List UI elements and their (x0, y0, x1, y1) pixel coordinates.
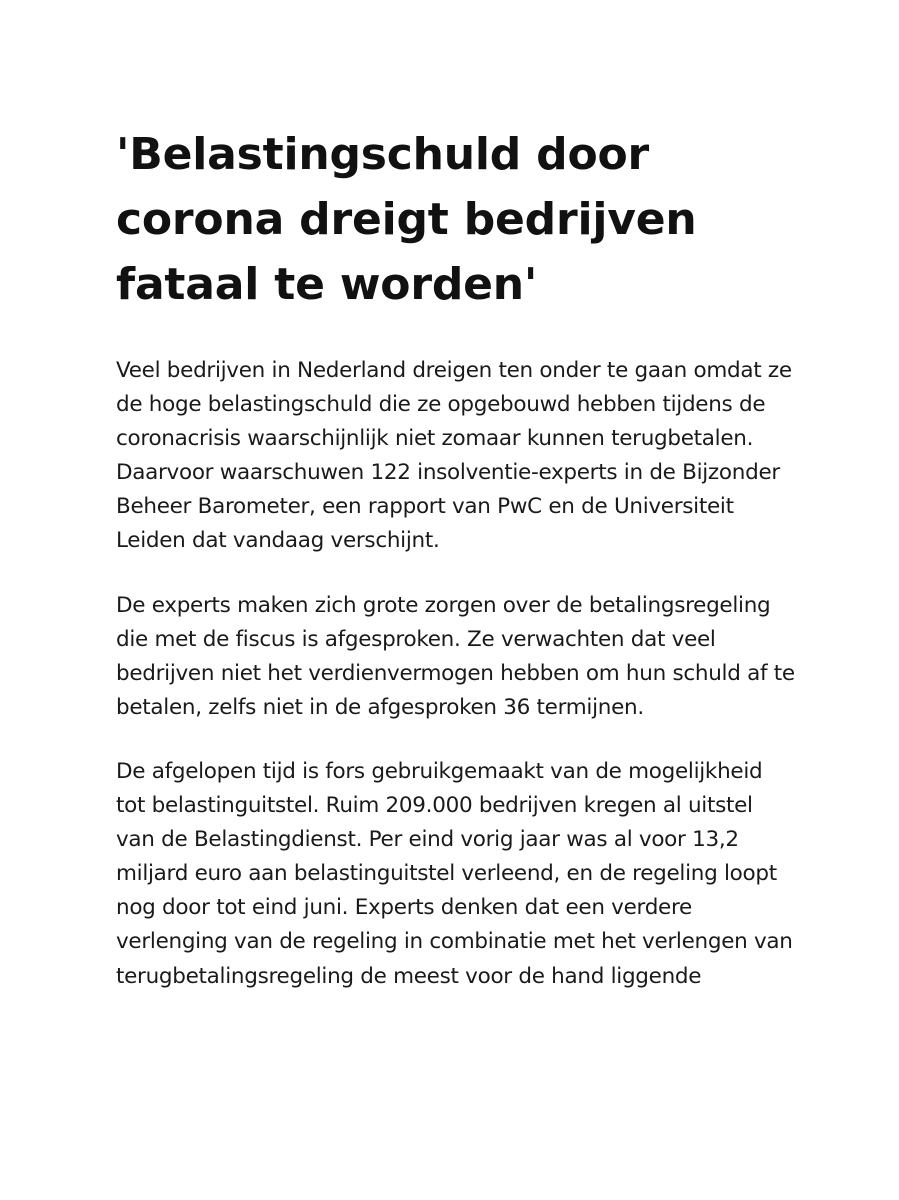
article-paragraph-1: Veel bedrijven in Nederland dreigen ten onder te gaan omdat ze de hoge belastingschuld die ze opgebouwd hebben tijdens de coronacrisis waarschijnlijk niet zomaar kunnen terugbetalen. Daarvoor waarschuwen 122 insolventie-experts in de Bijzonder Beheer Barometer, een rapport van PwC en de Universiteit Leiden dat vandaag verschijnt. (116, 358, 792, 554)
article-paragraph-2: De experts maken zich grote zorgen over de betalingsregeling die met de fiscus is afgesproken. Ze verwachten dat veel bedrijven niet het verdienvermogen hebben om hun schuld af te betalen, zelfs niet in de afgesproken 36 termijnen. (116, 592, 795, 720)
article-headline: 'Belastingschuld door corona dreigt bedrijven fataal te worden' (116, 129, 697, 310)
article-paragraph-3: De afgelopen tijd is fors gebruikgemaakt van de mogelijkheid tot belastinguitstel. Ruim 209.000 bedrijven kregen al uitstel van de Belastingdienst. Per eind vorig jaar was al voor 13,2 miljard euro aan belastinguitstel verleend, en de regeling loopt nog door tot eind juni. Experts denken dat een verdere verlenging van de regeling in combinatie met het verlengen van terugbetalingsregeling de meest voor de hand liggende (116, 758, 793, 989)
article (116, 122, 796, 994)
